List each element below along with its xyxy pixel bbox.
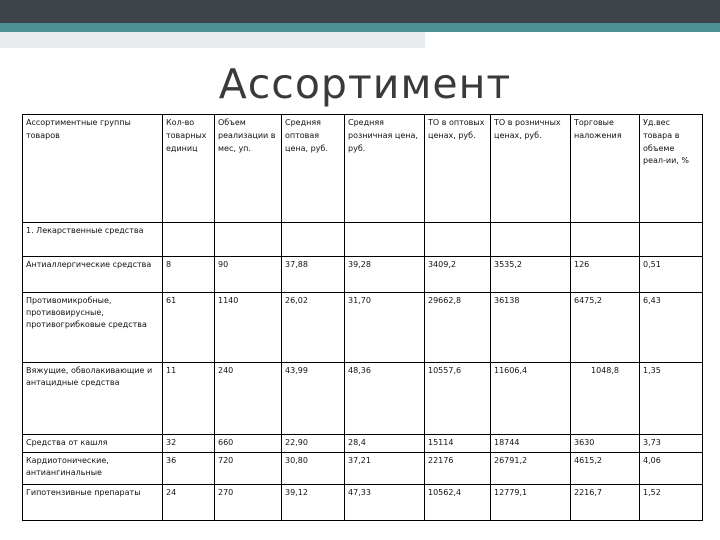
table-cell: 3,73 bbox=[640, 435, 703, 453]
table-row bbox=[23, 453, 703, 485]
assortment-table bbox=[22, 114, 703, 521]
table-row bbox=[23, 435, 703, 453]
header-cell: Средняя розничная цена, руб. bbox=[345, 115, 425, 223]
table-cell: 26791,2 bbox=[491, 453, 571, 485]
table-cell: 8 bbox=[163, 257, 215, 293]
table-cell: 43,99 bbox=[282, 363, 345, 435]
table-cell: 37,88 bbox=[282, 257, 345, 293]
table-cell: Средства от кашля bbox=[23, 435, 163, 453]
table-cell: 18744 bbox=[491, 435, 571, 453]
table-cell: 660 bbox=[215, 435, 282, 453]
table-cell: 12779,1 bbox=[491, 485, 571, 521]
table-cell: 3409,2 bbox=[425, 257, 491, 293]
table-cell: Противомикробные, противовирусные, противогрибковые средства bbox=[23, 293, 163, 363]
table-cell: 240 bbox=[215, 363, 282, 435]
table-cell: 2216,7 bbox=[571, 485, 640, 521]
table-cell: 36138 bbox=[491, 293, 571, 363]
top-band-light bbox=[0, 32, 425, 48]
table-row bbox=[23, 485, 703, 521]
table-cell: 11606,4 bbox=[491, 363, 571, 435]
table-row bbox=[23, 363, 703, 435]
header-cell: Торговые наложения bbox=[571, 115, 640, 223]
table-cell: 61 bbox=[163, 293, 215, 363]
top-band-dark bbox=[0, 0, 720, 23]
table-cell: Кардиотонические, антиангинальные bbox=[23, 453, 163, 485]
table-row bbox=[23, 293, 703, 363]
table-cell: 37,21 bbox=[345, 453, 425, 485]
table-cell: 1140 bbox=[215, 293, 282, 363]
table-section-row bbox=[23, 223, 703, 257]
table-cell: 15114 bbox=[425, 435, 491, 453]
table-cell: 26,02 bbox=[282, 293, 345, 363]
table-row bbox=[23, 257, 703, 293]
table-cell: 6,43 bbox=[640, 293, 703, 363]
table-cell: 6475,2 bbox=[571, 293, 640, 363]
table-cell: 1,52 bbox=[640, 485, 703, 521]
header-cell: Объем реализации в мес, уп. bbox=[215, 115, 282, 223]
top-band-gap bbox=[425, 32, 720, 48]
table-cell: 29662,8 bbox=[425, 293, 491, 363]
slide-title: Ассортимент bbox=[218, 60, 512, 108]
table-cell: 4,06 bbox=[640, 453, 703, 485]
table-cell: 24 bbox=[163, 485, 215, 521]
table-cell: 22176 bbox=[425, 453, 491, 485]
table-cell: 10562,4 bbox=[425, 485, 491, 521]
table-cell: 720 bbox=[215, 453, 282, 485]
top-band-teal bbox=[0, 23, 720, 32]
table-cell: Вяжущие, обволакивающие и антацидные средства bbox=[23, 363, 163, 435]
table-cell: 48,36 bbox=[345, 363, 425, 435]
table-cell: 39,12 bbox=[282, 485, 345, 521]
table-cell: 1048,8 bbox=[571, 363, 640, 435]
header-cell: Уд.вес товара в объеме реал-ии, % bbox=[640, 115, 703, 223]
table-cell: 3630 bbox=[571, 435, 640, 453]
table-cell: 28,4 bbox=[345, 435, 425, 453]
table-cell: 3535,2 bbox=[491, 257, 571, 293]
table-cell: 90 bbox=[215, 257, 282, 293]
table-cell: 270 bbox=[215, 485, 282, 521]
table-cell: 126 bbox=[571, 257, 640, 293]
table-cell: 10557,6 bbox=[425, 363, 491, 435]
header-cell: Ассортиментные группы товаров bbox=[23, 115, 163, 223]
section-label: 1. Лекарственные средства bbox=[23, 223, 163, 257]
table-cell: Гипотензивные препараты bbox=[23, 485, 163, 521]
table-cell: 30,80 bbox=[282, 453, 345, 485]
table-header-row bbox=[23, 115, 703, 223]
table-cell: 11 bbox=[163, 363, 215, 435]
table-cell: 22,90 bbox=[282, 435, 345, 453]
table-cell: 32 bbox=[163, 435, 215, 453]
header-cell: Средняя оптовая цена, руб. bbox=[282, 115, 345, 223]
table-cell: 47,33 bbox=[345, 485, 425, 521]
table-cell: 31,70 bbox=[345, 293, 425, 363]
header-cell: ТО в розничных ценах, руб. bbox=[491, 115, 571, 223]
table-cell: 36 bbox=[163, 453, 215, 485]
table-cell: Антиаллергические средства bbox=[23, 257, 163, 293]
table-cell: 39,28 bbox=[345, 257, 425, 293]
table-cell: 4615,2 bbox=[571, 453, 640, 485]
header-cell: Кол-во товарных единиц bbox=[163, 115, 215, 223]
table-cell: 0,51 bbox=[640, 257, 703, 293]
table-cell: 1,35 bbox=[640, 363, 703, 435]
header-cell: ТО в оптовых ценах, руб. bbox=[425, 115, 491, 223]
